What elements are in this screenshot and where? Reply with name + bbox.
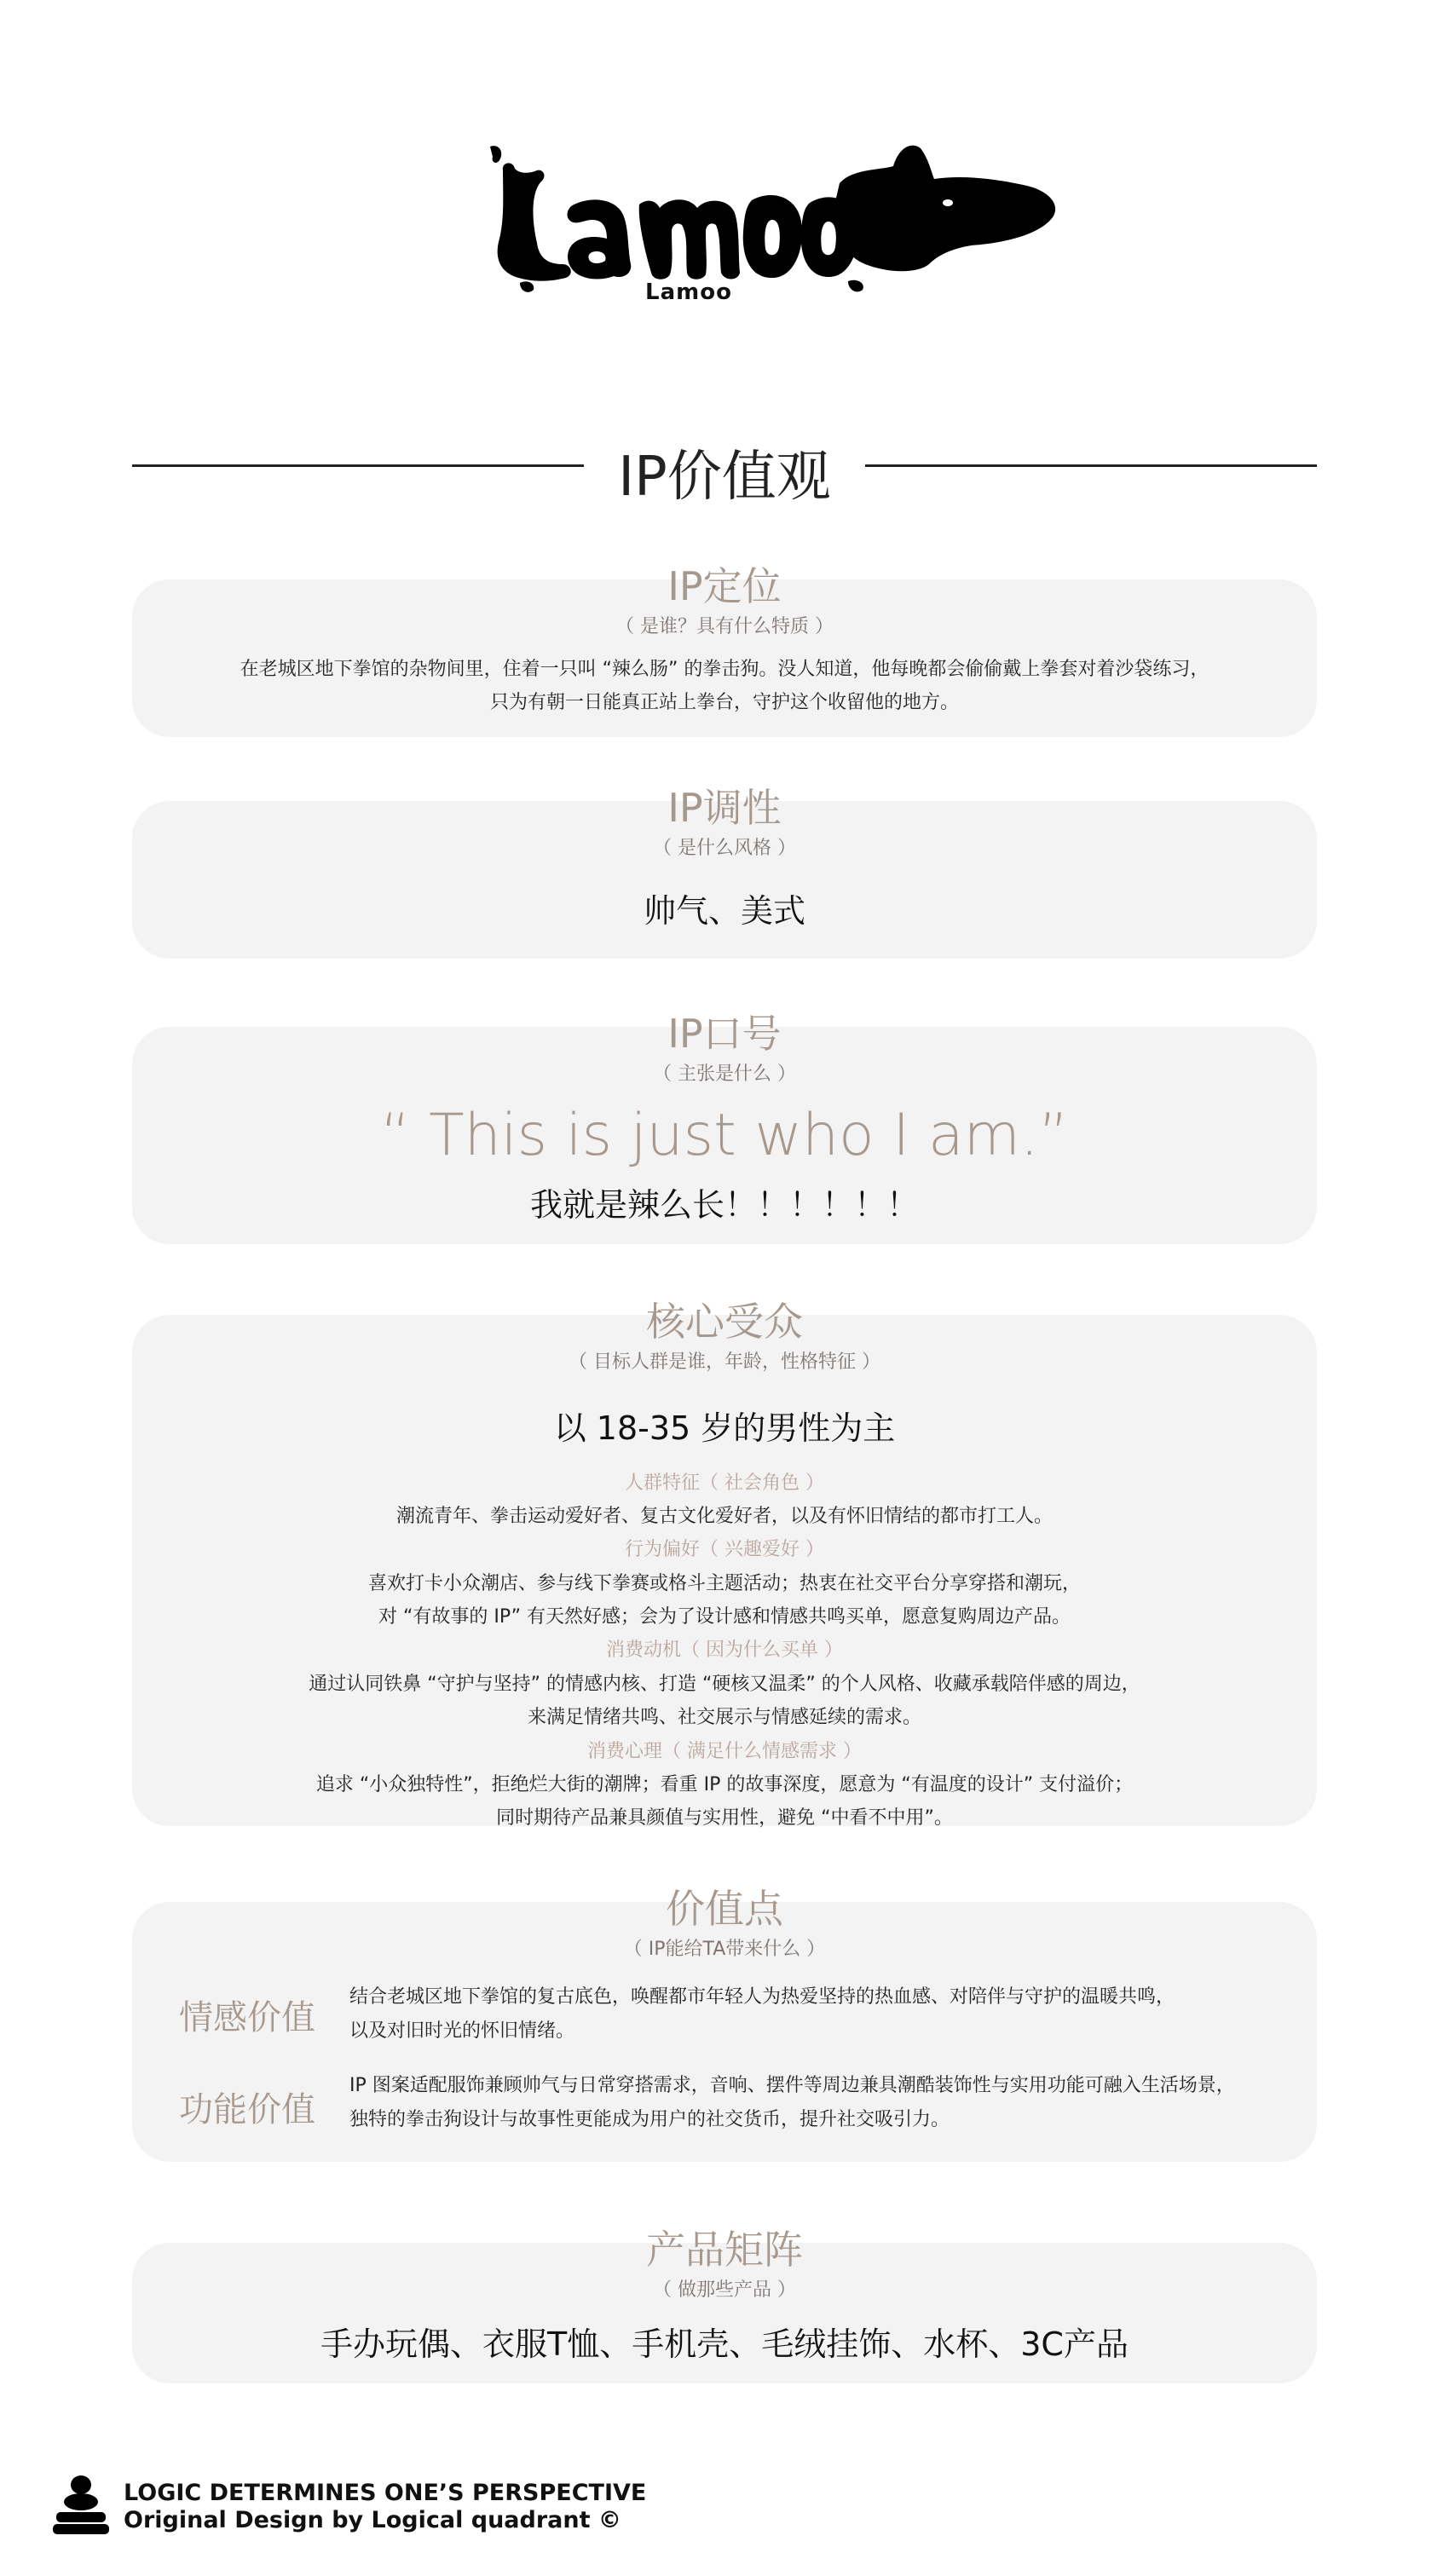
motive-text-line1: 通过认同铁鼻 “守护与坚持” 的情感内核、打造 “硬核又温柔” 的个人风格、收藏承载陪伴感的周边，: [309, 1674, 1140, 1695]
footer-tagline: LOGIC DETERMINES ONE’S PERSPECTIVE: [124, 2480, 647, 2506]
motive-text-line2: 来满足情绪共鸣、社交展示与情感延续的需求。: [527, 1707, 921, 1728]
crowd-text: 潮流青年、拳击运动爱好者、复古文化爱好者，以及有怀旧情结的都市打工人。: [395, 1506, 1053, 1527]
heading-rule-left: [132, 464, 584, 467]
brand-mark-icon: [51, 2473, 111, 2538]
audience-card: [132, 1299, 1317, 1829]
behavior-text-line2: 对 “有故事的 IP” 有天然好感；会为了设计感和情感共鸣买单，愿意复购周边产品。: [378, 1606, 1071, 1628]
tone-card: [132, 785, 1317, 959]
psych-text-line1: 追求 “小众独特性”，拒绝烂大街的潮牌；看重 IP 的故事深度，愿意为 “有温度的设计” 支付溢价；: [315, 1774, 1134, 1795]
foot-left: [520, 281, 534, 291]
tone-subtitle: （ 是什么风格 ）: [653, 838, 796, 859]
letter-m: [639, 199, 740, 279]
slogan-card: [132, 1011, 1317, 1244]
dog-eye: [943, 199, 953, 206]
letter-o1: [743, 195, 802, 278]
behavior-tag: 行为偏好（ 兴趣爱好 ）: [625, 1539, 824, 1560]
positioning-subtitle: （ 是谁？具有什么特质 ）: [615, 616, 834, 637]
value-card: [132, 1886, 1317, 2162]
slogan-chinese: 我就是辣么长！！！！！！: [529, 1186, 919, 1224]
audience-subtitle: （ 目标人群是谁，年龄，性格特征 ）: [569, 1351, 880, 1373]
positioning-text-line2: 只为有朝一日能真正站上拳台，守护这个收留他的地方。: [489, 692, 959, 713]
tone-title: IP调性: [667, 785, 782, 831]
value-subtitle: （ IP能给TA带来什么 ）: [623, 1939, 826, 1960]
psych-tag: 消费心理（ 满足什么情感需求 ）: [587, 1741, 862, 1762]
foot-right: [848, 280, 863, 292]
tail-curl: [490, 146, 501, 163]
products-title: 产品矩阵: [646, 2227, 803, 2273]
audience-headline: 以 18-35 岁的男性为主: [553, 1409, 896, 1447]
positioning-title: IP定位: [667, 563, 782, 609]
functional-value-line1: IP 图案适配服饰兼顾帅气与日常穿搭需求，音响、摆件等周边兼具潮酷装饰性与实用功能可融入生活场景，: [349, 2075, 1235, 2096]
slogan-subtitle: （ 主张是什么 ）: [653, 1063, 796, 1085]
logo-subtext: Lamoo: [645, 279, 732, 305]
slogan-title: IP口号: [667, 1011, 782, 1057]
functional-value-label: 功能价值: [179, 2090, 315, 2129]
products-text: 手办玩偶、衣服T恤、手机壳、毛绒挂饰、水杯、3C产品: [320, 2325, 1129, 2363]
motive-tag: 消费动机（ 因为什么买单 ）: [606, 1640, 843, 1661]
letter-L: [498, 163, 571, 280]
behavior-text-line1: 喜欢打卡小众潮店、参与线下拳赛或格斗主题活动；热衷在社交平台分享穿搭和潮玩，: [367, 1573, 1081, 1594]
positioning-card: [132, 563, 1317, 737]
letter-o2: [801, 197, 858, 277]
products-card: [132, 2227, 1317, 2383]
page-title: IP价值观: [618, 446, 831, 509]
functional-value-line2: 独特的拳击狗设计与故事性更能成为用户的社交货币，提升社交吸引力。: [349, 2109, 950, 2130]
emotional-value-line1: 结合老城区地下拳馆的复古底色，唤醒都市年轻人为热爱坚持的热血感、对陪伴与守护的温暖共鸣，: [349, 1986, 1175, 2008]
value-title: 价值点: [666, 1886, 783, 1932]
positioning-text-line1: 在老城区地下拳馆的杂物间里，住着一只叫 “辣么肠” 的拳击狗。没人知道，他每晚都会偷偷戴上拳套对着沙袋练习，: [240, 659, 1209, 680]
psych-text-line2: 同时期待产品兼具颜值与实用性，避免 “中看不中用”。: [496, 1807, 953, 1829]
crowd-tag: 人群特征（ 社会角色 ）: [625, 1472, 824, 1494]
heading-rule-right: [865, 464, 1317, 467]
lamoo-logo: [486, 136, 1074, 324]
dog-head-shape: [834, 146, 1056, 272]
emotional-value-label: 情感价值: [179, 1998, 315, 2037]
audience-title: 核心受众: [646, 1299, 803, 1345]
products-subtitle: （ 做那些产品 ）: [653, 2279, 796, 2301]
footer-credit: Original Design by Logical quadrant ©: [124, 2507, 621, 2533]
tone-text: 帅气、美式: [643, 892, 805, 930]
letter-a: [568, 199, 632, 279]
emotional-value-line2: 以及对旧时光的怀旧情绪。: [349, 2020, 575, 2042]
slogan-english: “ This is just who I am.”: [380, 1102, 1069, 1169]
